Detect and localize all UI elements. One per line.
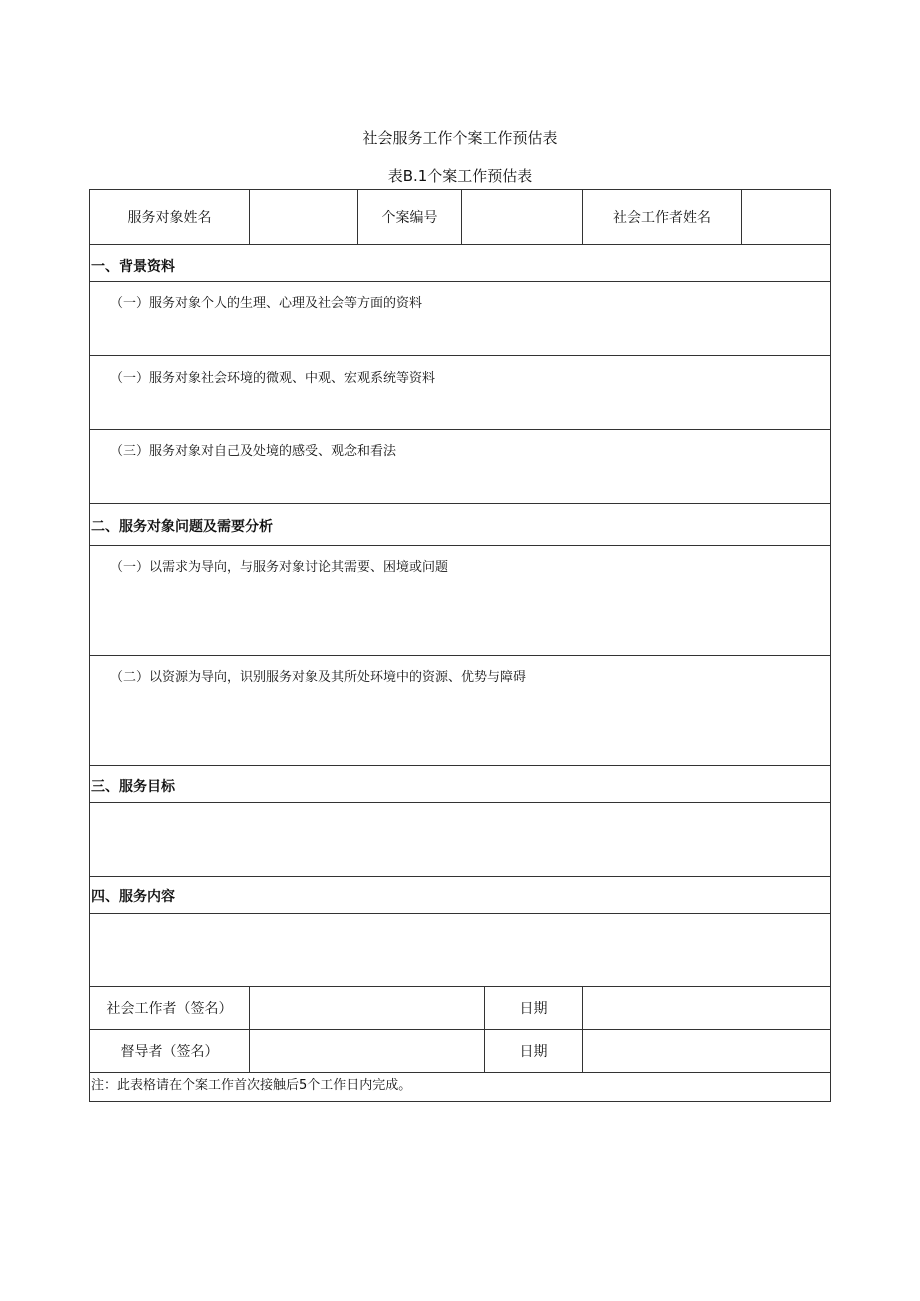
row-divider [89,1072,831,1073]
row-divider [89,281,831,282]
case-number-field[interactable] [462,190,582,244]
client-name-field[interactable] [250,190,357,244]
table-border-right [830,189,831,1102]
section-heading-background: 一、背景资料 [91,259,175,275]
worker-signature-field[interactable] [250,987,484,1029]
row-divider [89,355,831,356]
supervisor-date-label: 日期 [519,1044,548,1060]
social-worker-name-field[interactable] [742,190,830,244]
table-subtitle: 表B.1个案工作预估表 [387,167,533,185]
row-divider [89,876,831,877]
supervisor-signature-field[interactable] [250,1030,484,1072]
supervisor-date-field[interactable] [583,1030,830,1072]
supervisor-signature-label: 督导者（签名） [120,1044,219,1060]
problems-item-2: （二）以资源为导向，识别服务对象及其所处环境中的资源、优势与障碍 [110,670,527,685]
row-divider [89,244,831,245]
row-divider [89,429,831,430]
section-heading-content: 四、服务内容 [91,889,175,905]
row-divider [89,765,831,766]
goals-field[interactable] [90,803,830,876]
row-divider [89,655,831,656]
background-item-1: （一）服务对象个人的生理、心理及社会等方面的资料 [110,296,423,311]
footnote: 注：此表格请在个案工作首次接触后5个工作日内完成。 [91,1078,412,1093]
section-heading-problems: 二、服务对象问题及需要分析 [91,519,273,535]
section-heading-goals: 三、服务目标 [91,779,175,795]
background-item-3: （三）服务对象对自己及处境的感受、观念和看法 [110,444,397,459]
row-divider [89,545,831,546]
content-field[interactable] [90,914,830,986]
worker-signature-label: 社会工作者（签名） [106,1001,233,1017]
worker-date-field[interactable] [583,987,830,1029]
problems-item-1: （一）以需求为导向，与服务对象讨论其需要、困境或问题 [110,560,449,575]
table-border-bottom [89,1101,831,1102]
background-item-2: （一）服务对象社会环境的微观、中观、宏观系统等资料 [110,371,436,386]
row-divider [89,503,831,504]
worker-date-label: 日期 [519,1001,548,1017]
client-name-label: 服务对象姓名 [127,210,212,226]
document-title: 社会服务工作个案工作预估表 [362,129,558,147]
case-number-label: 个案编号 [381,210,438,226]
social-worker-name-label: 社会工作者姓名 [613,210,711,226]
